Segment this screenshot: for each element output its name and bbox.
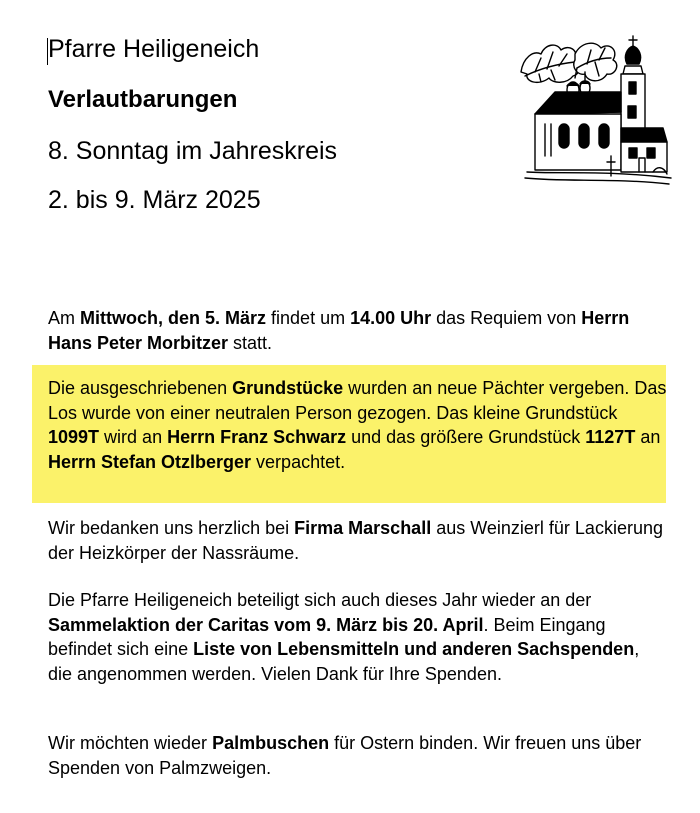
announcement-palm <box>48 731 668 780</box>
caritas-campaign: Sammelaktion der Caritas vom 9. März bis 20. April <box>48 614 484 635</box>
company-name: Firma Marschall <box>294 518 432 538</box>
announcement-text: Die Pfarre Heiligeneich beteiligt sich auch dieses Jahr wieder an der <box>48 590 592 610</box>
announcement-text: Wir bedanken uns herzlich bei <box>48 518 295 538</box>
announcement-text: das Requiem von <box>431 308 582 328</box>
announcement-text: aus Weinzierl für Lackierung der Heizkörper der Nassräume. <box>48 518 663 563</box>
announcement-text: statt. <box>228 332 273 353</box>
date-range: 2. bis 9. März 2025 <box>48 186 261 214</box>
donation-list: Liste von Lebensmitteln und anderen Sachspenden <box>193 639 635 659</box>
plot-number-large: 1127T <box>585 427 636 447</box>
announcement-text: Am <box>48 308 81 328</box>
requiem-day: Mittwoch, den 5. März <box>80 308 267 328</box>
announcement-text: an <box>635 427 661 447</box>
announcement-text: findet um <box>266 308 351 328</box>
announcement-thanks <box>48 516 668 565</box>
announcement-caritas <box>48 588 668 686</box>
announcement-text: für Ostern binden. Wir freuen uns über Spenden von Palmzweigen. <box>48 733 642 778</box>
tenant-name-large-plot: Herrn Stefan Otzlberger <box>48 451 252 472</box>
announcement-text: wurden an neue Pächter vergeben. Das Los wurde von einer neutralen Person gezogen. Das kleine Grundstück <box>48 378 667 423</box>
announcement-text: Die ausgeschriebenen <box>48 378 233 398</box>
requiem-person: Herrn Hans Peter Morbitzer <box>48 308 630 353</box>
liturgical-sunday: 8. Sonntag im Jahreskreis <box>48 137 338 165</box>
announcement-text: . Beim Eingang befindet sich eine <box>48 614 606 659</box>
announcement-requiem <box>48 306 668 355</box>
document-title: Verlautbarungen <box>48 86 238 113</box>
announcement-text: Wir möchten wieder <box>48 733 213 753</box>
parish-name: Pfarre Heiligeneich <box>48 35 260 63</box>
requiem-time: 14.00 Uhr <box>350 308 432 328</box>
announcement-text: und das größere Grundstück <box>346 427 586 447</box>
announcement-plots <box>48 376 668 474</box>
palm-bundles: Palmbuschen <box>212 733 330 753</box>
plots-keyword: Grundstücke <box>232 378 344 398</box>
church-icon <box>515 32 673 188</box>
plot-number-small: 1099T <box>48 427 100 447</box>
announcement-text: verpachtet. <box>251 451 346 472</box>
announcement-text: , die angenommen werden. Vielen Dank für Ihre Spenden. <box>48 639 640 684</box>
announcement-text: wird an <box>99 427 168 447</box>
tenant-name-small-plot: Herrn Franz Schwarz <box>167 427 347 447</box>
